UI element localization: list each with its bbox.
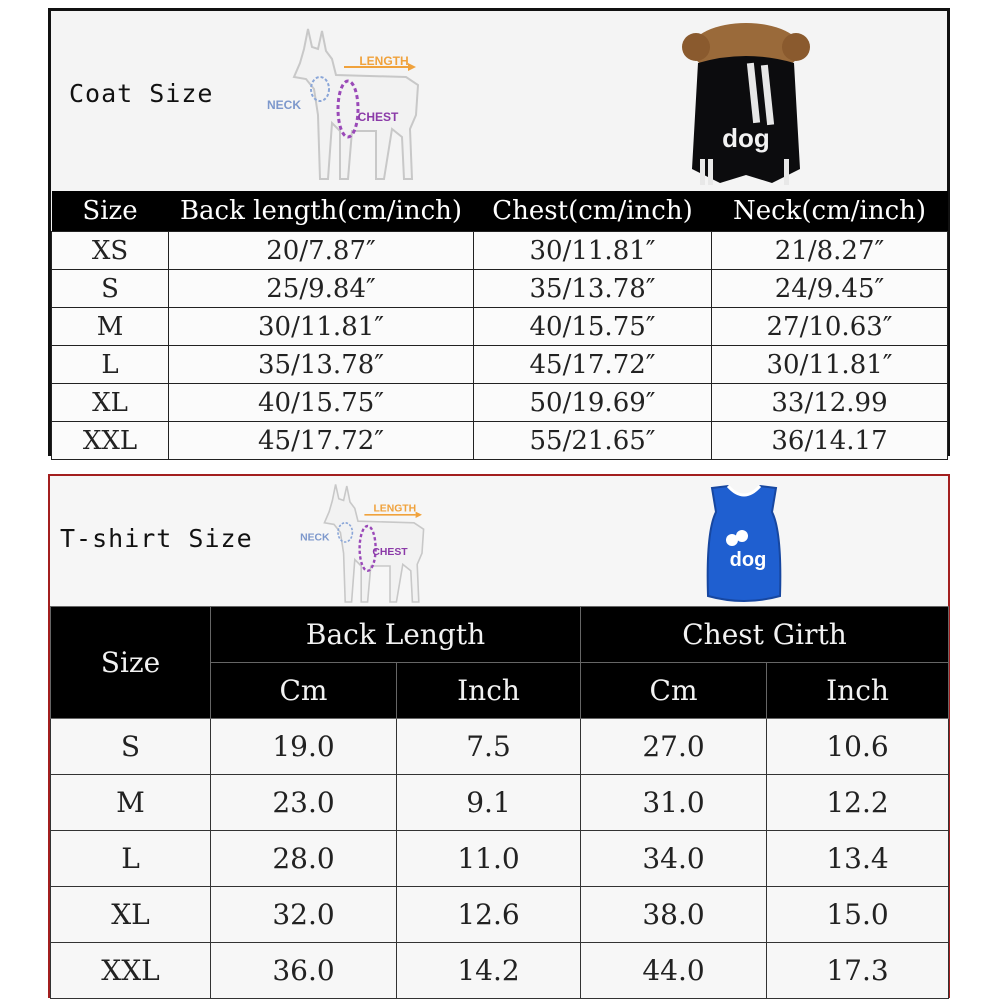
size-cell: L bbox=[51, 831, 211, 887]
coat-size-table bbox=[51, 191, 948, 460]
back-length-cm-cell: 36.0 bbox=[211, 943, 397, 999]
table-row bbox=[52, 308, 948, 346]
tshirt-header-chest-girth: Chest Girth bbox=[581, 607, 949, 663]
tshirt-size-panel bbox=[48, 474, 950, 998]
neck-cell: 21/8.27″ bbox=[712, 232, 948, 270]
hoodie-product-image bbox=[676, 19, 816, 193]
neck-cell: 24/9.45″ bbox=[712, 270, 948, 308]
back-length-cm-cell: 32.0 bbox=[211, 887, 397, 943]
size-cell: L bbox=[52, 346, 169, 384]
chest-label: CHEST bbox=[372, 546, 408, 558]
chest-girth-inch-cell: 15.0 bbox=[767, 887, 949, 943]
coat-header-size: Size bbox=[52, 191, 169, 232]
tshirt-header-row-groups bbox=[51, 607, 949, 663]
tshirt-header-size: Size bbox=[51, 607, 211, 719]
chest-girth-cm-cell: 34.0 bbox=[581, 831, 767, 887]
chest-girth-cm-cell: 31.0 bbox=[581, 775, 767, 831]
tshirt-size-title: T-shirt Size bbox=[60, 524, 253, 553]
back-length-cell: 25/9.84″ bbox=[169, 270, 474, 308]
chest-cell: 45/17.72″ bbox=[474, 346, 712, 384]
chest-cell: 35/13.78″ bbox=[474, 270, 712, 308]
coat-header-chest: Chest(cm/inch) bbox=[474, 191, 712, 232]
table-row bbox=[51, 775, 949, 831]
unit-header-inch: Inch bbox=[397, 663, 581, 719]
back-length-cm-cell: 28.0 bbox=[211, 831, 397, 887]
hoodie-dog-print: dog bbox=[722, 123, 770, 153]
table-row bbox=[51, 887, 949, 943]
back-length-inch-cell: 12.6 bbox=[397, 887, 581, 943]
neck-cell: 30/11.81″ bbox=[712, 346, 948, 384]
chest-girth-cm-cell: 27.0 bbox=[581, 719, 767, 775]
table-row bbox=[52, 346, 948, 384]
coat-header-neck: Neck(cm/inch) bbox=[712, 191, 948, 232]
chest-cell: 50/19.69″ bbox=[474, 384, 712, 422]
tshirt-size-table bbox=[50, 606, 949, 999]
chest-girth-inch-cell: 12.2 bbox=[767, 775, 949, 831]
table-row bbox=[51, 719, 949, 775]
coat-size-title: Coat Size bbox=[69, 79, 214, 108]
table-row bbox=[52, 384, 948, 422]
back-length-cell: 40/15.75″ bbox=[169, 384, 474, 422]
neck-cell: 27/10.63″ bbox=[712, 308, 948, 346]
unit-header-cm: Cm bbox=[211, 663, 397, 719]
back-length-cell: 35/13.78″ bbox=[169, 346, 474, 384]
chest-girth-inch-cell: 17.3 bbox=[767, 943, 949, 999]
coat-dog-measure-diagram bbox=[256, 19, 426, 189]
size-cell: M bbox=[51, 775, 211, 831]
neck-cell: 33/12.99 bbox=[712, 384, 948, 422]
tank-dog-print: dog bbox=[729, 549, 767, 571]
tank-top-product-image bbox=[702, 482, 786, 608]
back-length-inch-cell: 9.1 bbox=[397, 775, 581, 831]
chest-girth-cm-cell: 38.0 bbox=[581, 887, 767, 943]
chest-cell: 55/21.65″ bbox=[474, 422, 712, 460]
chest-girth-cm-cell: 44.0 bbox=[581, 943, 767, 999]
tshirt-header-back-length: Back Length bbox=[211, 607, 581, 663]
size-cell: XXL bbox=[51, 943, 211, 999]
size-cell: XL bbox=[52, 384, 169, 422]
back-length-cell: 20/7.87″ bbox=[169, 232, 474, 270]
back-length-inch-cell: 11.0 bbox=[397, 831, 581, 887]
back-length-inch-cell: 7.5 bbox=[397, 719, 581, 775]
tshirt-dog-measure-diagram bbox=[292, 478, 432, 606]
size-cell: S bbox=[52, 270, 169, 308]
coat-size-panel bbox=[48, 8, 950, 456]
coat-header-row bbox=[52, 191, 948, 232]
coat-header-back-length: Back length(cm/inch) bbox=[169, 191, 474, 232]
table-row bbox=[52, 422, 948, 460]
size-cell: XS bbox=[52, 232, 169, 270]
chest-cell: 30/11.81″ bbox=[474, 232, 712, 270]
size-cell: M bbox=[52, 308, 169, 346]
length-label: LENGTH bbox=[373, 503, 417, 515]
back-length-cm-cell: 19.0 bbox=[211, 719, 397, 775]
chest-label: CHEST bbox=[357, 110, 399, 124]
chest-cell: 40/15.75″ bbox=[474, 308, 712, 346]
neck-label: NECK bbox=[300, 532, 330, 544]
back-length-cell: 30/11.81″ bbox=[169, 308, 474, 346]
table-row bbox=[52, 270, 948, 308]
chest-girth-inch-cell: 13.4 bbox=[767, 831, 949, 887]
back-length-cell: 45/17.72″ bbox=[169, 422, 474, 460]
back-length-cm-cell: 23.0 bbox=[211, 775, 397, 831]
size-cell: S bbox=[51, 719, 211, 775]
table-row bbox=[51, 943, 949, 999]
size-cell: XXL bbox=[52, 422, 169, 460]
table-row bbox=[51, 831, 949, 887]
table-row bbox=[52, 232, 948, 270]
neck-label: NECK bbox=[266, 98, 302, 112]
size-cell: XL bbox=[51, 887, 211, 943]
unit-header-cm: Cm bbox=[581, 663, 767, 719]
unit-header-inch: Inch bbox=[767, 663, 949, 719]
neck-cell: 36/14.17 bbox=[712, 422, 948, 460]
back-length-inch-cell: 14.2 bbox=[397, 943, 581, 999]
length-label: LENGTH bbox=[359, 54, 409, 68]
chest-girth-inch-cell: 10.6 bbox=[767, 719, 949, 775]
